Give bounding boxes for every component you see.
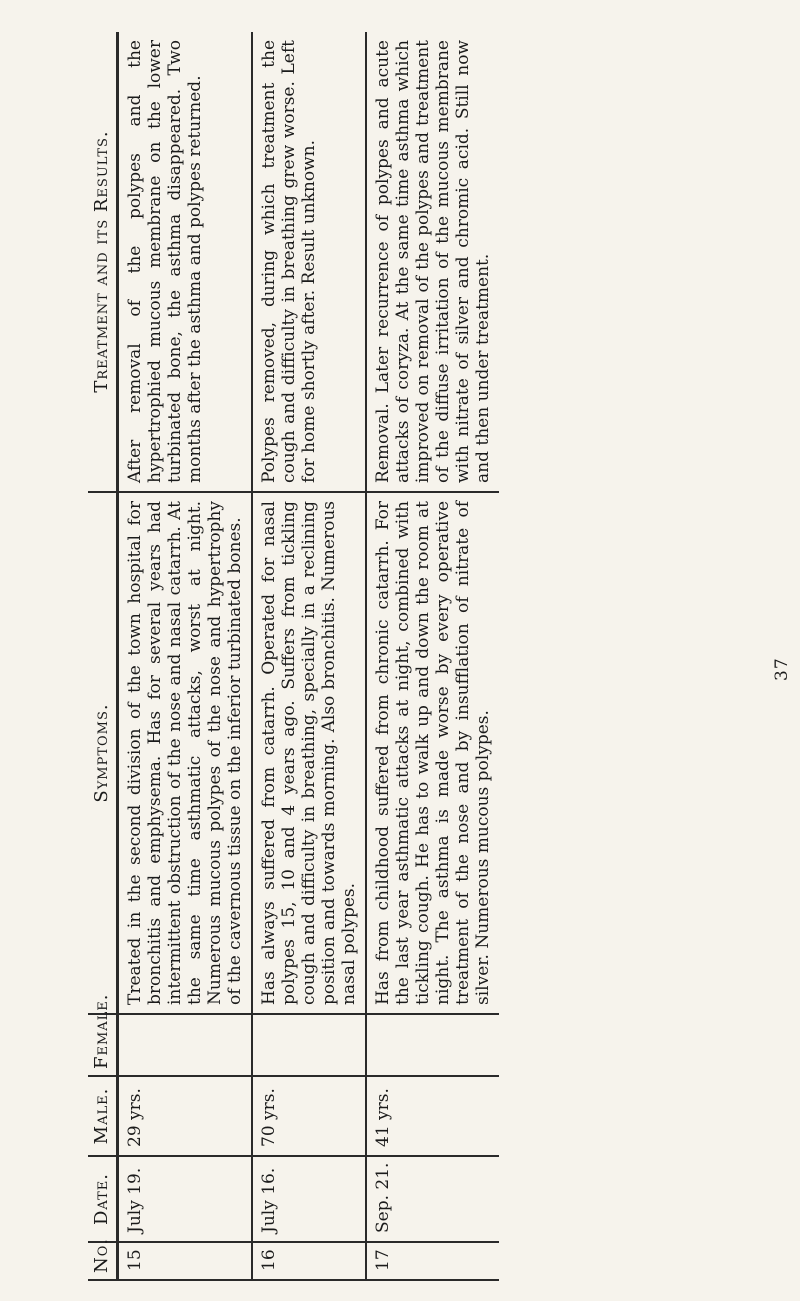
case-date: Sep. 21. [366,1156,499,1242]
case-male-age: 41 yrs. [366,1076,499,1156]
case-symptoms: Has always suffered from catarrh. Operated for nasal polypes 15, 10 and 4 years ago. Suffers from tickling cough and difficulty in breathing, specially in a reclining position and towards morning. Also bronchitis. Numerous nasal polypes. [252,492,366,1014]
header-no: No. [88,1242,118,1280]
case-number: 16 [252,1242,366,1280]
case-date: July 16. [252,1156,366,1242]
table-row [366,32,499,1280]
case-treatment: Removal. Later recurrence of polypes and acute attacks of coryza. At the same time asthma which improved on removal of the polypes and treatment of the diffuse irritation of the mucous membrane with nitrate of silver and chromic acid. Still now and then under treatment. [366,32,499,492]
case-symptoms: Has from childhood suffered from chronic catarrh. For the last year asthmatic attacks at night, combined with tickling cough. He has to walk up and down the room at night. The asthma is made worse by every operative treatment of the nose and by insufflation of nitrate of silver. Numerous mucous polypes. [366,492,499,1014]
case-date: July 19. [118,1156,253,1242]
case-female-age [366,1014,499,1076]
table-row [118,32,253,1280]
header-row [88,32,118,1280]
case-number: 17 [366,1242,499,1280]
header-symptoms: Symptoms. [88,492,118,1014]
header-male: Male. [88,1076,118,1156]
case-treatment: After removal of the polypes and the hypertrophied mucous membrane on the lower turbinated bone, the asthma disappeared. Two months after the asthma and polypes returned. [118,32,253,492]
case-table [88,32,499,1281]
case-male-age: 29 yrs. [118,1076,253,1156]
table-row [252,32,366,1280]
header-date: Date. [88,1156,118,1242]
header-treatment: Treatment and its Results. [88,32,118,492]
case-number: 15 [118,1242,253,1280]
case-male-age: 70 yrs. [252,1076,366,1156]
case-treatment: Polypes removed, during which treatment the cough and difficulty in breathing grew worse. Left for home shortly after. Result unknown. [252,32,366,492]
case-female-age [252,1014,366,1076]
header-female: Female. [88,1014,118,1076]
case-female-age [118,1014,253,1076]
page-number: 37 [772,657,792,681]
case-symptoms: Treated in the second division of the town hospital for bronchitis and emphysema. Has for several years had intermittent obstruction of the nose and nasal catarrh. At the same time asthmatic attacks, worst at night. Numerous mucous polypes of the nose and hypertrophy of the cavernous tissue on the inferior turbinated bones. [118,492,253,1014]
